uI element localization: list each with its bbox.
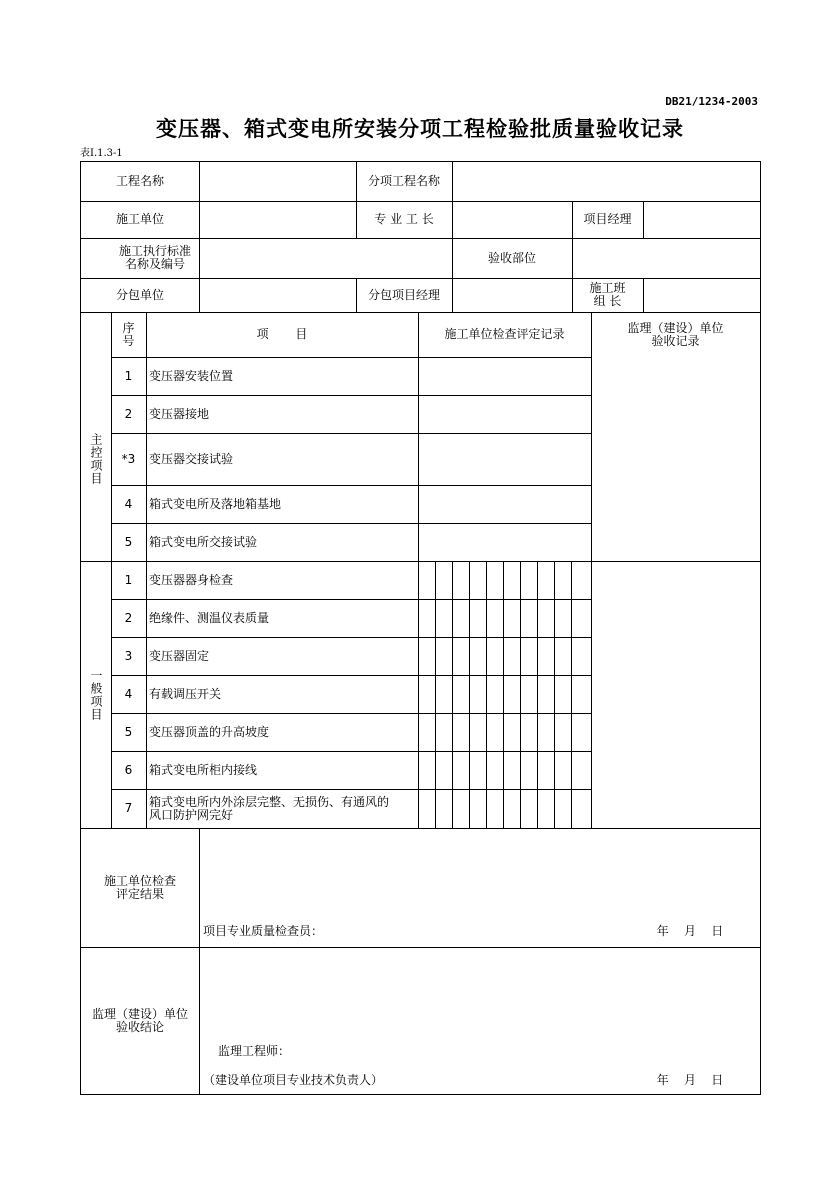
construction-result-line2: 评定结果 bbox=[115, 886, 164, 901]
main-item-text: 变压器接地 bbox=[149, 406, 210, 421]
main-item-no: *3 bbox=[121, 451, 136, 466]
general-item-text: 变压器器身检查 bbox=[149, 572, 234, 587]
main-item-no: 1 bbox=[124, 368, 133, 383]
main-item-no: 5 bbox=[124, 534, 133, 549]
general-item-text-line1: 箱式变电所内外涂层完整、无损伤、有通风的 bbox=[149, 794, 390, 809]
owner-representative-label: （建设单位项目专业技术负责人） bbox=[203, 1072, 384, 1087]
main-item-no: 4 bbox=[124, 496, 133, 511]
construction-unit-label: 施工单位 bbox=[115, 212, 164, 226]
general-item-text bbox=[146, 789, 418, 828]
team-leader-line1: 施工班 bbox=[589, 281, 626, 295]
general-item-no: 5 bbox=[124, 724, 133, 739]
supervision-result-label bbox=[80, 947, 200, 1094]
general-item-text: 变压器固定 bbox=[149, 648, 210, 663]
quality-inspector-label: 项目专业质量检查员： bbox=[203, 923, 324, 938]
main-item-text: 箱式变电所交接试验 bbox=[149, 534, 258, 549]
main-control-label-cell bbox=[80, 357, 111, 561]
construction-date: 年 月 日 bbox=[656, 923, 724, 938]
team-leader-label bbox=[572, 278, 643, 312]
general-item-text-line2: 风口防护网完好 bbox=[149, 807, 234, 822]
supervision-date: 年 月 日 bbox=[656, 1072, 724, 1087]
item-header: 项 目 bbox=[256, 327, 308, 341]
main-item-text: 变压器交接试验 bbox=[149, 451, 234, 466]
general-item-text: 变压器顶盖的升高坡度 bbox=[149, 724, 270, 739]
general-item-no: 2 bbox=[124, 610, 133, 625]
general-item-no: 4 bbox=[124, 686, 133, 701]
general-item-no: 3 bbox=[124, 648, 133, 663]
check-record-header: 施工单位检查评定记录 bbox=[444, 327, 565, 341]
supervision-header-line2: 验收记录 bbox=[651, 333, 700, 348]
supervision-result-line2: 验收结论 bbox=[115, 1019, 164, 1034]
general-item-no: 1 bbox=[124, 572, 133, 587]
acceptance-part-label: 验收部位 bbox=[487, 250, 536, 265]
standard-label-line1: 施工执行标准 bbox=[118, 244, 191, 258]
foreman-label: 专 业 工 长 bbox=[374, 212, 434, 226]
form-number: 表I.1.3-1 bbox=[80, 148, 123, 159]
main-item-no: 2 bbox=[124, 406, 133, 421]
supervision-header bbox=[591, 312, 760, 357]
subcontract-unit-label: 分包单位 bbox=[115, 287, 164, 302]
general-item-text: 箱式变电所柜内接线 bbox=[149, 762, 258, 777]
project-manager-label: 项目经理 bbox=[583, 212, 632, 226]
standard-label-line2: 名称及编号 bbox=[124, 257, 185, 271]
main-item-text: 变压器安装位置 bbox=[149, 368, 234, 383]
general-label: 一般项目 bbox=[89, 668, 103, 721]
project-name-label: 工程名称 bbox=[115, 173, 164, 188]
subcontract-manager-label: 分包项目经理 bbox=[367, 287, 440, 302]
seq-header bbox=[111, 312, 146, 357]
supervision-result-line1: 监理（建设）单位 bbox=[91, 1006, 188, 1021]
team-leader-line2: 组 长 bbox=[593, 294, 622, 308]
supervision-header-line1: 监理（建设）单位 bbox=[627, 320, 724, 335]
main-control-label: 主控项目 bbox=[89, 433, 103, 485]
standard-code: DB21/1234-2003 bbox=[665, 95, 758, 108]
supervision-engineer-label: 监理工程师： bbox=[218, 1043, 291, 1058]
general-item-text: 绝缘件、测温仪表质量 bbox=[149, 610, 270, 625]
seq-header-line2: 号 bbox=[122, 333, 135, 348]
general-item-no: 6 bbox=[124, 762, 133, 777]
general-item-text: 有载调压开关 bbox=[149, 686, 222, 701]
sub-project-name-label: 分项工程名称 bbox=[367, 173, 440, 188]
main-item-text: 箱式变电所及落地箱基地 bbox=[149, 496, 282, 511]
form-title: 变压器、箱式变电所安装分项工程检验批质量验收记录 bbox=[156, 117, 684, 141]
construction-result-line1: 施工单位检查 bbox=[103, 873, 176, 888]
standard-label bbox=[80, 238, 230, 278]
general-item-no: 7 bbox=[124, 801, 133, 815]
construction-result-label bbox=[80, 828, 200, 947]
general-label-cell bbox=[80, 561, 111, 828]
seq-header-line1: 序 bbox=[122, 320, 135, 335]
